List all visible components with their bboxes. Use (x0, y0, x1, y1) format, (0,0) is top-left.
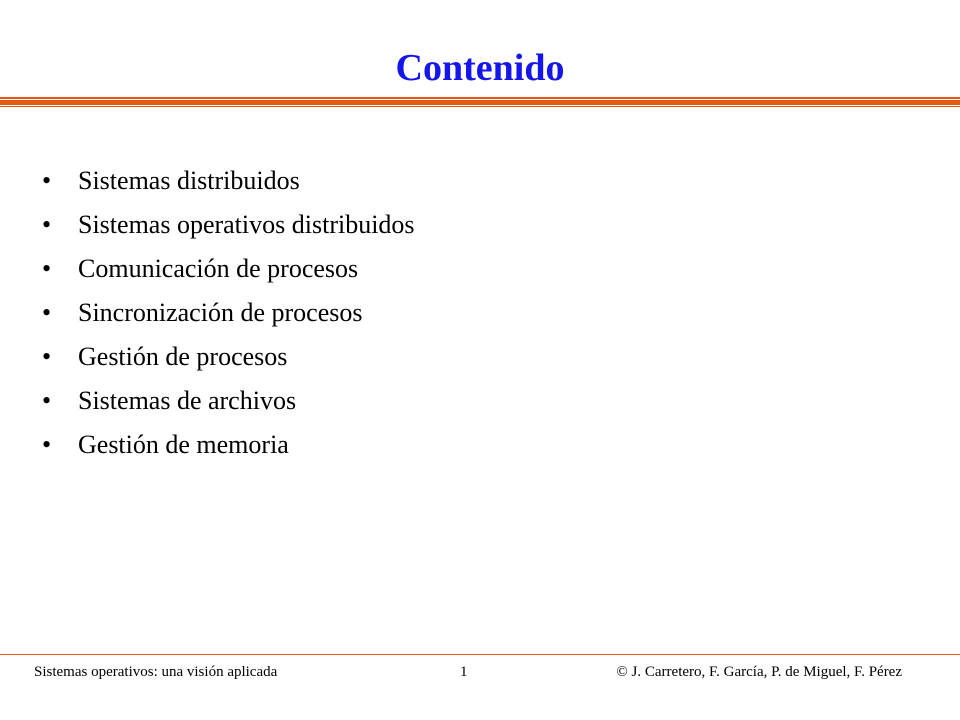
slide-footer (0, 662, 960, 684)
bullet-icon: • (42, 298, 52, 327)
list-item (42, 291, 415, 335)
list-item-text: Sistemas distribuidos (78, 166, 300, 195)
list-item (42, 423, 415, 467)
list-item (42, 379, 415, 423)
list-item-text: Gestión de procesos (78, 342, 288, 371)
bullet-icon: • (42, 166, 52, 195)
bullet-icon: • (42, 386, 52, 415)
footer-divider (0, 654, 960, 655)
slide-title: Contenido (395, 47, 565, 89)
title-underline-thick (0, 100, 960, 105)
footer-page-number: 1 (460, 664, 468, 680)
list-item-text: Sistemas operativos distribuidos (78, 210, 415, 239)
list-item (42, 335, 415, 379)
list-item-text: Sistemas de archivos (78, 386, 297, 415)
title-underline-thin-top (0, 97, 960, 99)
footer-book-title: Sistemas operativos: una visión aplicada (34, 664, 278, 680)
list-item (42, 159, 415, 203)
list-item-text: Comunicación de procesos (78, 254, 359, 283)
list-item-text: Gestión de memoria (78, 430, 289, 459)
bullet-icon: • (42, 342, 52, 371)
list-item (42, 203, 415, 247)
bullet-icon: • (42, 210, 52, 239)
list-item (42, 247, 415, 291)
title-underline (0, 97, 960, 107)
bullet-icon: • (42, 430, 52, 459)
title-underline-thin-bottom (0, 106, 960, 107)
list-item-text: Sincronización de procesos (78, 298, 363, 327)
content-bullet-list (42, 159, 415, 467)
bullet-icon: • (42, 254, 52, 283)
footer-copyright: © J. Carretero, F. García, P. de Miguel, F. Pérez (616, 664, 902, 680)
